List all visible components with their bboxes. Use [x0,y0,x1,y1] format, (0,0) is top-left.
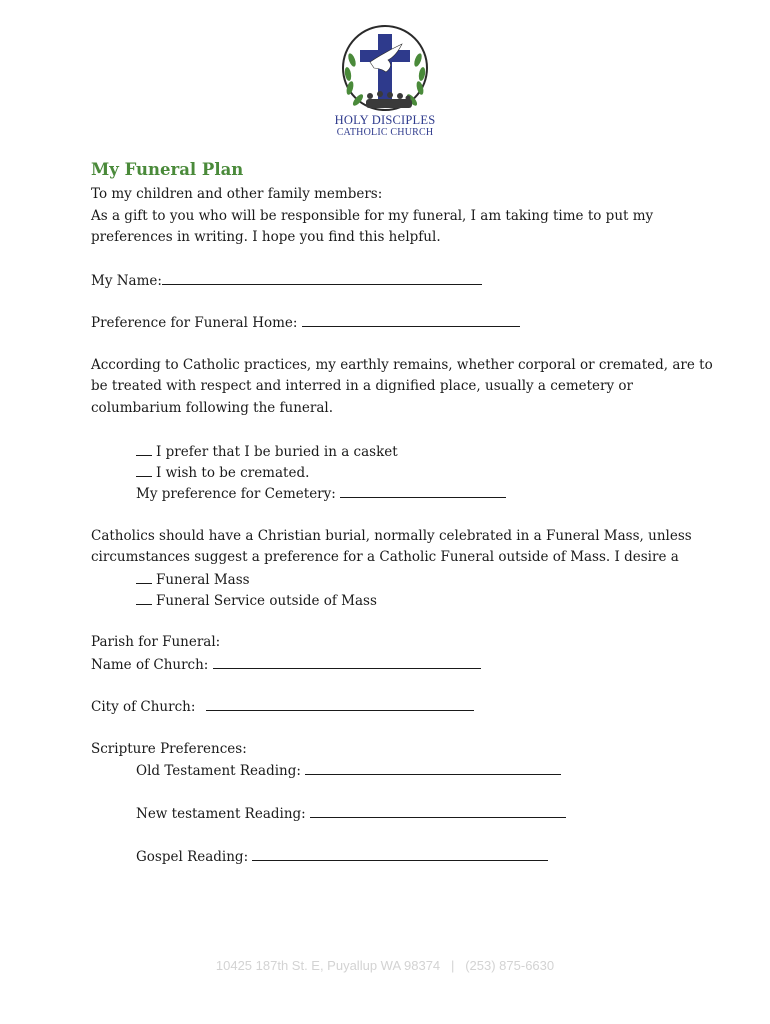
practice-line-3: columbarium following the funeral. [91,400,334,416]
cemetery-blank[interactable] [340,485,506,498]
scripture-heading: Scripture Preferences: [91,741,247,757]
logo-church-name: HOLY DISCIPLES [334,113,436,127]
gospel-blank[interactable] [252,848,548,861]
cremation-option-label: I wish to be cremated. [156,465,310,481]
old-testament-blank[interactable] [305,762,561,775]
intro-line-2: As a gift to you who will be responsible for my funeral, I am taking time to put my [91,208,654,224]
cemetery-label: My preference for Cemetery: [136,486,336,502]
funeral-home-field [91,314,520,331]
people-icon [366,91,412,108]
my-name-field [91,272,482,289]
practice-line-1: According to Catholic practices, my earthly remains, whether corporal or cremated, are to [91,357,713,373]
casket-checkbox[interactable] [136,443,152,456]
gospel-label: Gospel Reading: [136,849,249,865]
my-name-blank[interactable] [162,272,482,285]
parish-heading: Parish for Funeral: [91,634,221,650]
church-city-label: City of Church: [91,699,196,715]
funeral-service-option [136,592,377,609]
footer-address: 10425 187th St. E, Puyallup WA 98374 | (253) 875-6630 [215,958,555,973]
cemetery-field [136,485,506,502]
cremation-option [136,464,309,481]
new-testament-label: New testament Reading: [136,806,306,822]
funeral-service-checkbox[interactable] [136,592,152,605]
church-name-label: Name of Church: [91,657,209,673]
intro-line-1: To my children and other family members: [91,186,383,202]
new-testament-blank[interactable] [310,805,566,818]
old-testament-field [136,762,561,779]
gospel-field [136,848,548,865]
church-name-field [91,656,481,673]
casket-option-label: I prefer that I be buried in a casket [156,444,398,460]
funeral-home-blank[interactable] [302,314,520,327]
new-testament-field [136,805,566,822]
cremation-checkbox[interactable] [136,464,152,477]
church-name-blank[interactable] [213,656,481,669]
funeral-mass-option [136,571,250,588]
casket-option [136,443,398,460]
logo-church-subtitle: CATHOLIC CHURCH [336,127,434,138]
church-city-field [91,698,474,715]
practice-line-2: be treated with respect and interred in a dignified place, usually a cemetery or [91,378,633,394]
my-name-label: My Name: [91,273,162,289]
funeral-mass-checkbox[interactable] [136,571,152,584]
old-testament-label: Old Testament Reading: [136,763,301,779]
mass-line-1: Catholics should have a Christian burial, normally celebrated in a Funeral Mass, unless [91,528,692,544]
church-city-blank[interactable] [206,698,474,711]
funeral-mass-label: Funeral Mass [156,572,250,588]
funeral-home-label: Preference for Funeral Home: [91,315,298,331]
mass-line-2: circumstances suggest a preference for a Catholic Funeral outside of Mass. I desire a [91,549,679,565]
intro-line-3: preferences in writing. I hope you find this helpful. [91,229,441,245]
funeral-service-label: Funeral Service outside of Mass [156,593,377,609]
page-title: My Funeral Plan [91,160,244,179]
